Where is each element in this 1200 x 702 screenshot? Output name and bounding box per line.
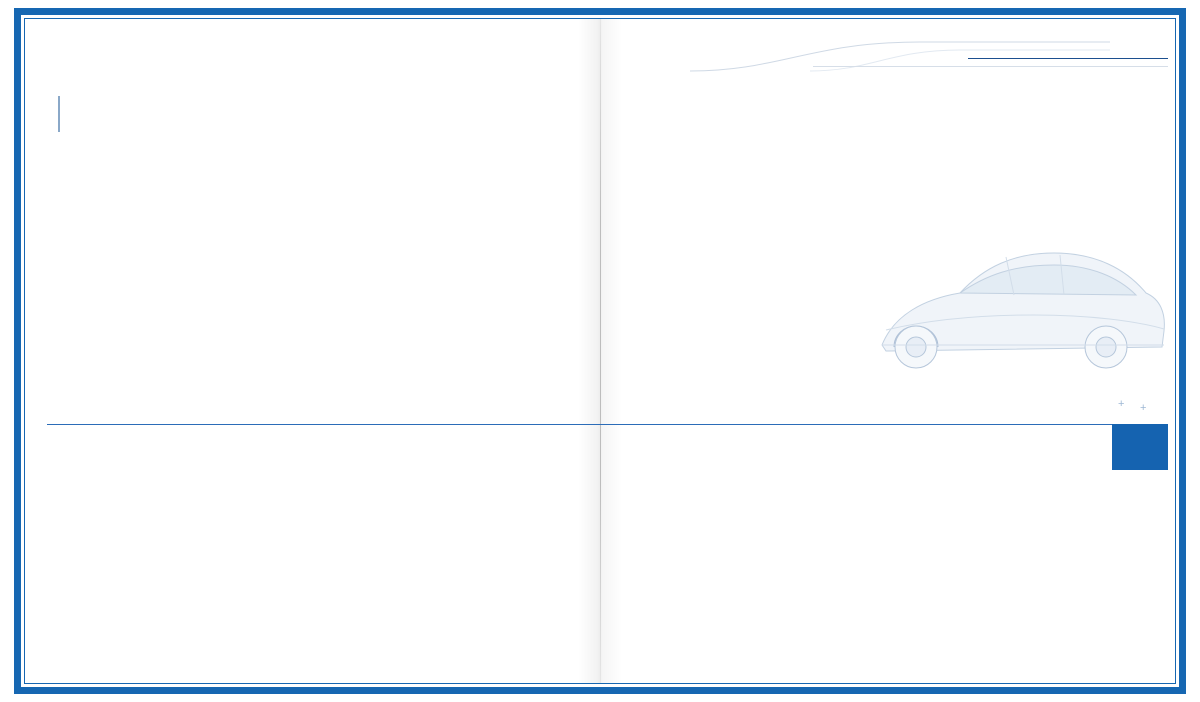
header-rule-secondary: [813, 66, 1168, 67]
callout-color-block: [1112, 424, 1168, 470]
vision-callout: [913, 424, 1168, 470]
plus-marker-1: +: [1118, 398, 1125, 410]
plus-marker-2: +: [1140, 402, 1147, 414]
spread-fold-line: [600, 19, 601, 683]
title-divider: [58, 96, 60, 132]
page-title: [46, 96, 74, 132]
car-illustration: [864, 195, 1174, 410]
header-rule-primary: [968, 58, 1168, 59]
